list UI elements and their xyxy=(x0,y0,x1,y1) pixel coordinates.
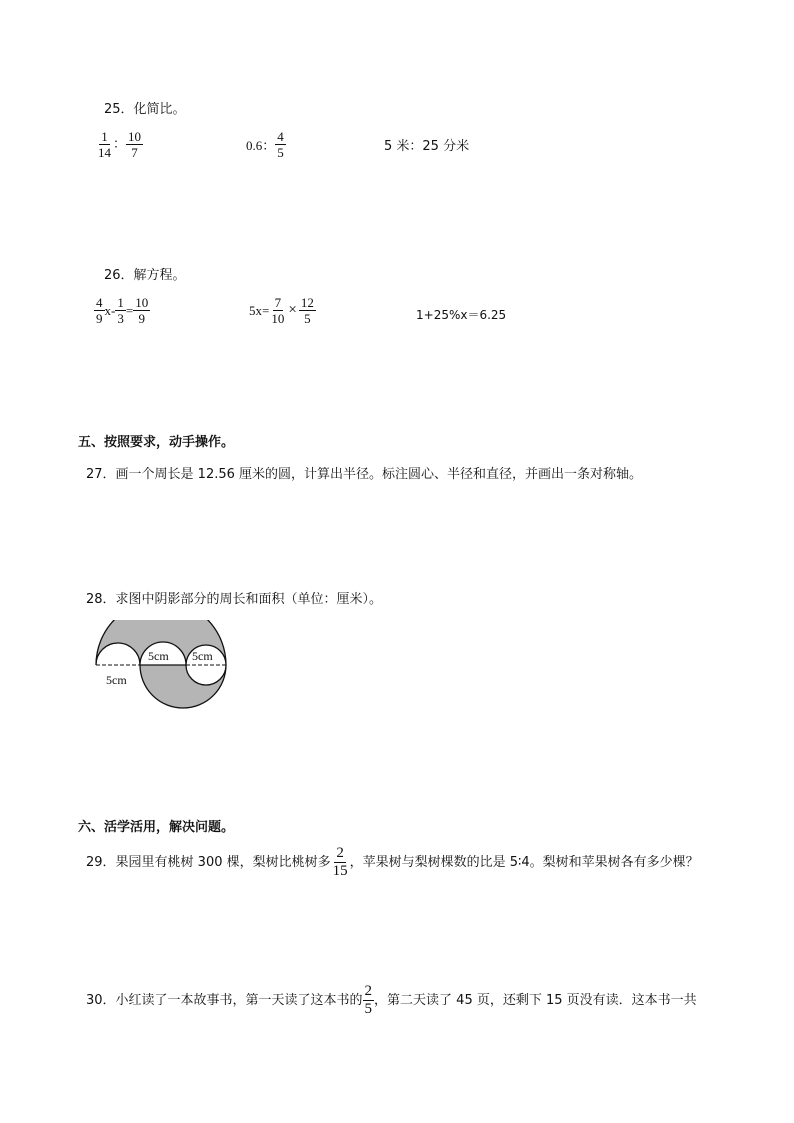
fraction: $\frac{1}{14}$ xyxy=(98,129,111,160)
fraction: $\frac{4}{9}$ xyxy=(96,295,103,326)
q25-item3: 5 米：25 分米 xyxy=(384,139,470,154)
fraction: $\frac{1}{3}$ xyxy=(117,295,124,326)
fraction: $\frac{2}{5}$ xyxy=(364,983,373,1017)
fraction: $\frac{10}{9}$ xyxy=(135,295,149,326)
q30-text: 30．小红读了一本故事书，第一天读了这本书的 $\frac{2}{5}$ ，第二天读了 45 页，还剩下 15 页没有读．这本书一共 xyxy=(86,983,697,1017)
q26-eq3: 1+25%x＝6.25 xyxy=(416,308,507,322)
fraction: $\frac{10}{7}$ xyxy=(128,129,142,160)
q27-text: 27．画一个周长是 12.56 厘米的圆，计算出半径。标注圆心、半径和直径，并画出一条对称轴。 xyxy=(86,467,643,482)
fraction: $\frac{7}{10}$ xyxy=(271,295,285,326)
q26-eq1: $\frac{4}{9}$ x- $\frac{1}{3}$ = $\frac{10}{9}$ xyxy=(96,295,149,326)
q26-eq2: 5x= $\frac{7}{10}$ × $\frac{12}{5}$ xyxy=(249,295,314,326)
q25-title: 25．化简比。 xyxy=(104,102,186,117)
fraction: $\frac{12}{5}$ xyxy=(300,295,314,326)
fraction: $\frac{2}{15}$ xyxy=(332,845,348,879)
fraction: $\frac{4}{5}$ xyxy=(277,129,284,160)
q26-title: 26．解方程。 xyxy=(104,268,186,283)
q25-item1: $\frac{1}{14}$ ： $\frac{10}{7}$ xyxy=(98,129,142,160)
q25-item2: 0.6： $\frac{4}{5}$ xyxy=(246,129,284,160)
section-6-heading: 六、活学活用，解决问题。 xyxy=(78,820,235,835)
label-mid-5cm: 5cm xyxy=(148,649,169,663)
q29-text: 29．果园里有桃树 300 棵，梨树比桃树多 $\frac{2}{15}$ ，苹果树与梨树棵数的比是 5∶4。梨树和苹果树各有多少棵？ xyxy=(86,845,699,879)
q28-title: 28．求图中阴影部分的周长和面积（单位：厘米）。 xyxy=(86,592,383,607)
shaded-region-figure xyxy=(92,620,234,714)
label-right-5cm: 5cm xyxy=(192,649,213,663)
label-left-5cm: 5cm xyxy=(106,673,127,687)
section-5-heading: 五、按照要求，动手操作。 xyxy=(78,435,235,450)
